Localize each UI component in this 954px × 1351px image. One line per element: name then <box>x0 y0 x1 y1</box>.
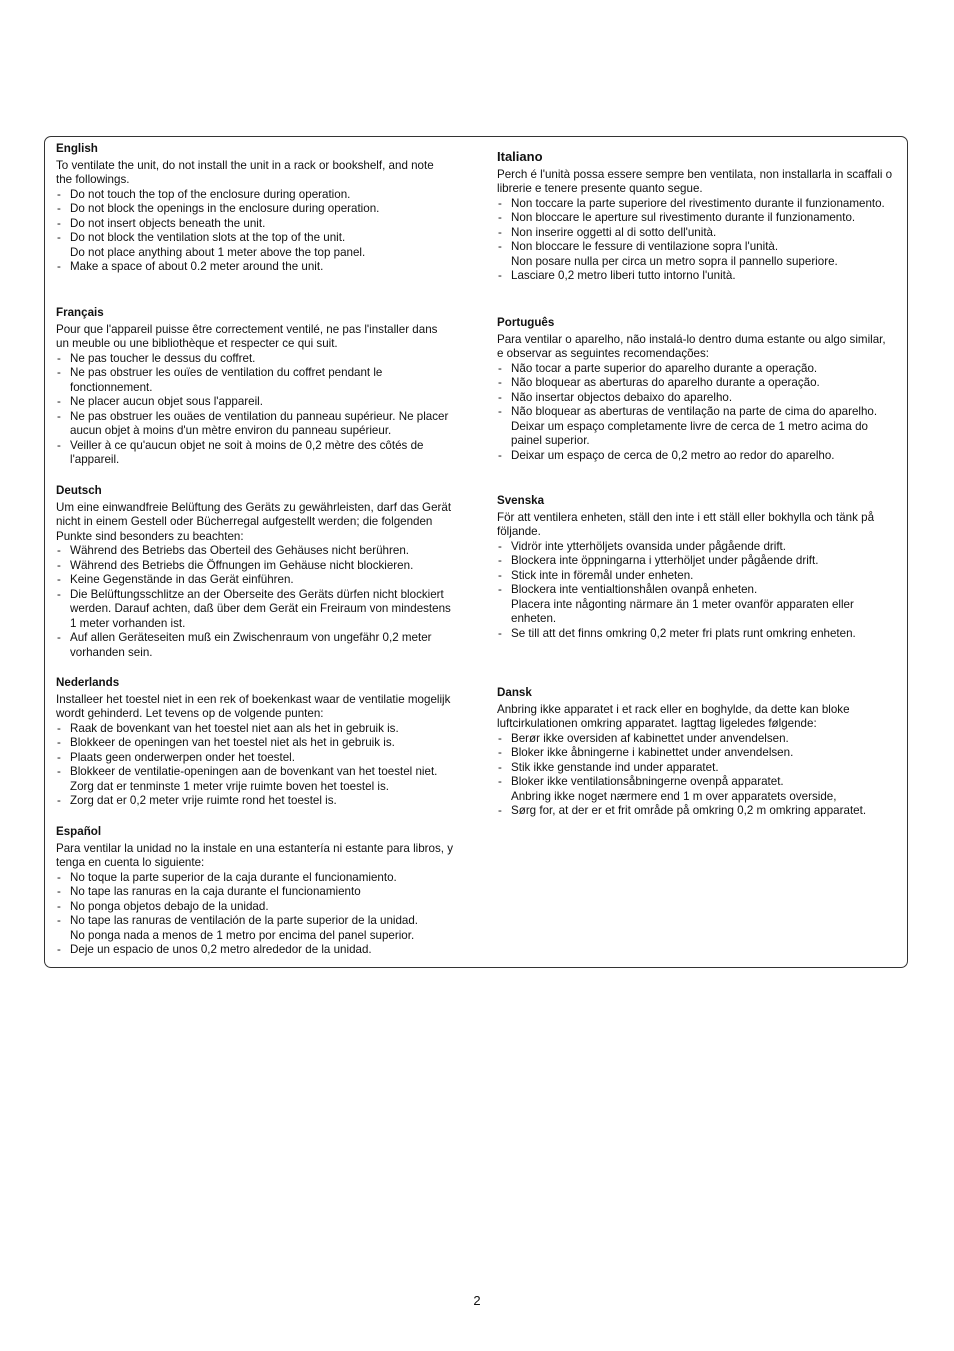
list-item <box>56 231 453 260</box>
list-item-text: No ponga objetos debajo de la unidad. <box>70 899 269 913</box>
list-item <box>56 914 453 943</box>
list-item-text: Zorg dat er 0,2 meter vrije ruimte rond het toestel is. <box>70 794 337 807</box>
list-item-text: Do not block the ventilation slots at the top of the unit. <box>70 231 346 244</box>
list-item-text: Auf allen Geräteseiten muß ein Zwischenraum von ungefähr 0,2 meter vorhanden sein. <box>70 631 432 659</box>
section-list <box>56 871 453 958</box>
list-item <box>56 217 453 232</box>
list-item-text: Ne pas toucher le dessus du coffret. <box>70 351 256 365</box>
list-item <box>56 439 453 468</box>
list-item <box>497 211 893 226</box>
section-intro: Para ventilar la unidad no la instale en una estantería ni estante para libros, y tenga en cuenta lo siguiente: <box>56 841 454 869</box>
list-item-text: Não insertar objectos debaixo do aparelho. <box>511 390 733 404</box>
section-list <box>497 197 893 284</box>
list-item <box>497 405 893 449</box>
list-item <box>497 362 893 377</box>
section-espanol <box>56 825 453 958</box>
section-intro: Installeer het toestel niet in een rek of boekenkast waar de ventilatie mogelijk wordt gehinderd. Let tevens op de volgende punten: <box>56 692 451 720</box>
list-item <box>56 559 453 574</box>
list-item <box>56 366 453 395</box>
section-heading: Svenska <box>497 494 545 507</box>
list-item-text: Die Belüftungsschlitze an der Oberseite des Geräts dürfen nicht blockiert werden. Darauf achten, daß über dem Gerät ein Freiraum von mindestens 1 meter vorhanden ist. <box>70 587 451 630</box>
section-heading: Português <box>497 316 555 329</box>
list-item <box>56 352 453 367</box>
list-item-text: Do not block the openings in the enclosure during operation. <box>70 202 380 215</box>
list-item-text: Non toccare la parte superiore del rivestimento durante il funzionamento. <box>511 196 885 210</box>
list-item-text: Não bloquear as aberturas do aparelho durante a operação. <box>511 376 820 389</box>
list-item <box>497 569 893 584</box>
list-item <box>497 240 893 269</box>
list-item <box>56 885 453 900</box>
list-item-text: Ne placer aucun objet sous l'appareil. <box>70 395 263 408</box>
list-item <box>497 627 893 642</box>
list-item <box>56 794 453 809</box>
section-intro: Para ventilar o aparelho, não instalá-lo dentro duma estante ou algo similar, e observar as seguintes recomendações: <box>497 332 886 360</box>
list-item-subtext: Non posare nulla per circa un metro sopra il pannello superiore. <box>511 254 838 268</box>
list-item-text: Deje un espacio de unos 0,2 metro alrededor de la unidad. <box>70 943 372 956</box>
list-item-text: No toque la parte superior de la caja durante el funcionamiento. <box>70 870 397 884</box>
section-list <box>56 544 453 660</box>
list-item <box>497 376 893 391</box>
section-deutsch <box>56 484 453 660</box>
list-item <box>56 395 453 410</box>
list-item-subtext: No ponga nada a menos de 1 metro por encima del panel superior. <box>70 928 415 942</box>
list-item <box>56 751 453 766</box>
section-intro: Um eine einwandfreie Belüftung des Geräts zu gewährleisten, darf das Gerät nicht in einem Gestell oder Bücherregal aufgestellt werden; die folgenden Punkte sind besonders zu beachten: <box>56 500 452 543</box>
section-francais <box>56 306 453 468</box>
list-item-text: Non bloccare le aperture sul rivestimento durante il funzionamento. <box>511 211 856 224</box>
section-intro: För att ventilera enheten, ställ den inte i ett ställ eller bokhylla och tänk på följande. <box>497 510 875 538</box>
list-item-text: Não bloquear as aberturas de ventilação na parte de cima do aparelho. Deixar um espaço completamente livre de cerca de 1 metro acima do painel superior. <box>511 405 878 447</box>
list-item <box>56 202 453 217</box>
list-item <box>497 583 893 627</box>
list-item-text: Bloker ikke ventilationsåbningerne ovenpå apparatet. <box>511 775 784 788</box>
list-item-text: Veiller à ce qu'aucun objet ne soit à moins de 0,2 mètre des côtés de l'appareil. <box>70 438 424 466</box>
list-item-text: No tape las ranuras en la caja durante el funcionamiento <box>70 885 361 898</box>
list-item-text: Stick inte in föremål under enheten. <box>511 568 694 582</box>
list-item-text: Raak de bovenkant van het toestel niet aan als het in gebruik is. <box>70 721 399 735</box>
list-item <box>497 269 893 284</box>
section-list <box>56 188 453 275</box>
list-item <box>497 197 893 212</box>
list-item <box>56 573 453 588</box>
page-number: 2 <box>473 1293 481 1308</box>
section-heading: English <box>56 142 98 155</box>
section-dansk <box>497 686 893 819</box>
list-item-subtext: Do not place anything about 1 meter above the top panel. <box>70 245 366 259</box>
section-heading: Español <box>56 825 102 838</box>
list-item-text: Non bloccare le fessure di ventilazione sopra l'unità. <box>511 240 779 253</box>
content-frame <box>44 136 908 968</box>
section-list <box>497 362 893 464</box>
section-list <box>56 352 453 468</box>
list-item-text: Berør ikke oversiden af kabinettet under anvendelsen. <box>511 731 789 745</box>
list-item <box>56 900 453 915</box>
section-list <box>56 722 453 809</box>
list-item-text: Blockera inte öppningarna i ytterhöljet under pågående drift. <box>511 554 819 567</box>
section-list <box>497 732 893 819</box>
list-item-subtext: Placera inte någonting närmare än 1 meter ovanför apparaten eller enheten. <box>511 597 854 625</box>
list-item-text: Während des Betriebs das Oberteil des Gehäuses nicht berühren. <box>70 544 409 557</box>
section-italiano <box>497 150 893 284</box>
list-item <box>56 722 453 737</box>
list-item-text: Sørg for, at der er et frit område på omkring 0,2 m omkring apparatet. <box>511 804 867 817</box>
list-item-text: Make a space of about 0.2 meter around the unit. <box>70 260 324 273</box>
list-item-text: Bloker ikke åbningerne i kabinettet under anvendelsen. <box>511 746 794 759</box>
list-item <box>497 804 893 819</box>
list-item-text: Blokkeer de ventilatie-openingen aan de bovenkant van het toestel niet. Zorg dat er tenminste 1 meter vrije ruimte boven het toestel is. <box>70 765 438 793</box>
list-item-text: Ne pas obstruer les ouäes de ventilation du panneau supérieur. Ne placer aucun objet à moins d'un mètre environ du panneau supérieur. <box>70 409 449 437</box>
list-item-text: Não tocar a parte superior do aparelho durante a operação. <box>511 361 818 375</box>
list-item <box>497 732 893 747</box>
list-item <box>497 540 893 555</box>
list-item <box>497 775 893 804</box>
list-item-text: Ne pas obstruer les ouïes de ventilation du coffret pendant le fonctionnement. <box>70 366 383 394</box>
list-item <box>497 761 893 776</box>
list-item-text: Non inserire oggetti al di sotto dell'unità. <box>511 225 717 239</box>
list-item <box>56 736 453 751</box>
list-item-text: Do not insert objects beneath the unit. <box>70 216 266 230</box>
list-item-text: Stik ikke genstande ind under apparatet. <box>511 760 719 774</box>
list-item <box>56 765 453 794</box>
section-heading: Deutsch <box>56 484 102 497</box>
list-item-text: Deixar um espaço de cerca de 0,2 metro ao redor do aparelho. <box>511 448 835 462</box>
list-item-text: Se till att det finns omkring 0,2 meter fri plats runt omkring enheten. <box>511 626 856 640</box>
section-heading: Italiano <box>497 149 543 164</box>
section-heading: Nederlands <box>56 676 120 689</box>
section-heading: Français <box>56 306 104 319</box>
list-item <box>56 410 453 439</box>
list-item <box>497 449 893 464</box>
list-item-text: Lasciare 0,2 metro liberi tutto intorno l'unità. <box>511 269 736 282</box>
section-list <box>497 540 893 642</box>
list-item-text: Blockera inte ventialtionshålen ovanpå enheten. <box>511 583 758 596</box>
list-item-text: Blokkeer de openingen van het toestel niet als het in gebruik is. <box>70 736 395 749</box>
list-item <box>497 746 893 761</box>
list-item-text: Während des Betriebs die Öffnungen im Gehäuse nicht blockieren. <box>70 558 414 572</box>
list-item <box>56 871 453 886</box>
section-heading: Dansk <box>497 686 532 699</box>
list-item <box>56 631 453 660</box>
section-english <box>56 142 453 275</box>
section-intro: To ventilate the unit, do not install the unit in a rack or bookshelf, and note the followings. <box>56 158 434 186</box>
list-item-text: No tape las ranuras de ventilación de la parte superior de la unidad. <box>70 914 419 927</box>
list-item <box>56 260 453 275</box>
section-intro: Anbring ikke apparatet i et rack eller en boghylde, da dette kan bloke luftcirkulationen omkring apparatet. Iagttag ligeledes følgende: <box>497 702 850 730</box>
list-item-text: Vidrör inte ytterhöljets ovansida under pågående drift. <box>511 539 786 553</box>
section-intro: Pour que l'appareil puisse être correctement ventilé, ne pas l'installer dans un meuble ou une bibliothèque et respecter ce qui suit. <box>56 322 438 350</box>
list-item <box>56 943 453 958</box>
list-item <box>56 588 453 632</box>
list-item-subtext: Anbring ikke noget nærmere end 1 m over apparatets overside, <box>511 789 837 803</box>
section-intro: Perch é l'unità possa essere sempre ben ventilata, non installarla in scaffali o librerie e tenere presente quanto segue. <box>497 167 893 195</box>
list-item <box>497 226 893 241</box>
section-nederlands <box>56 676 453 809</box>
list-item <box>56 188 453 203</box>
list-item <box>497 554 893 569</box>
list-item-text: Do not touch the top of the enclosure during operation. <box>70 187 351 201</box>
list-item <box>56 544 453 559</box>
section-svenska <box>497 494 893 641</box>
list-item <box>497 391 893 406</box>
section-portugues <box>497 316 893 463</box>
list-item-text: Plaats geen onderwerpen onder het toestel. <box>70 750 295 764</box>
list-item-text: Keine Gegenstände in das Gerät einführen. <box>70 573 294 586</box>
